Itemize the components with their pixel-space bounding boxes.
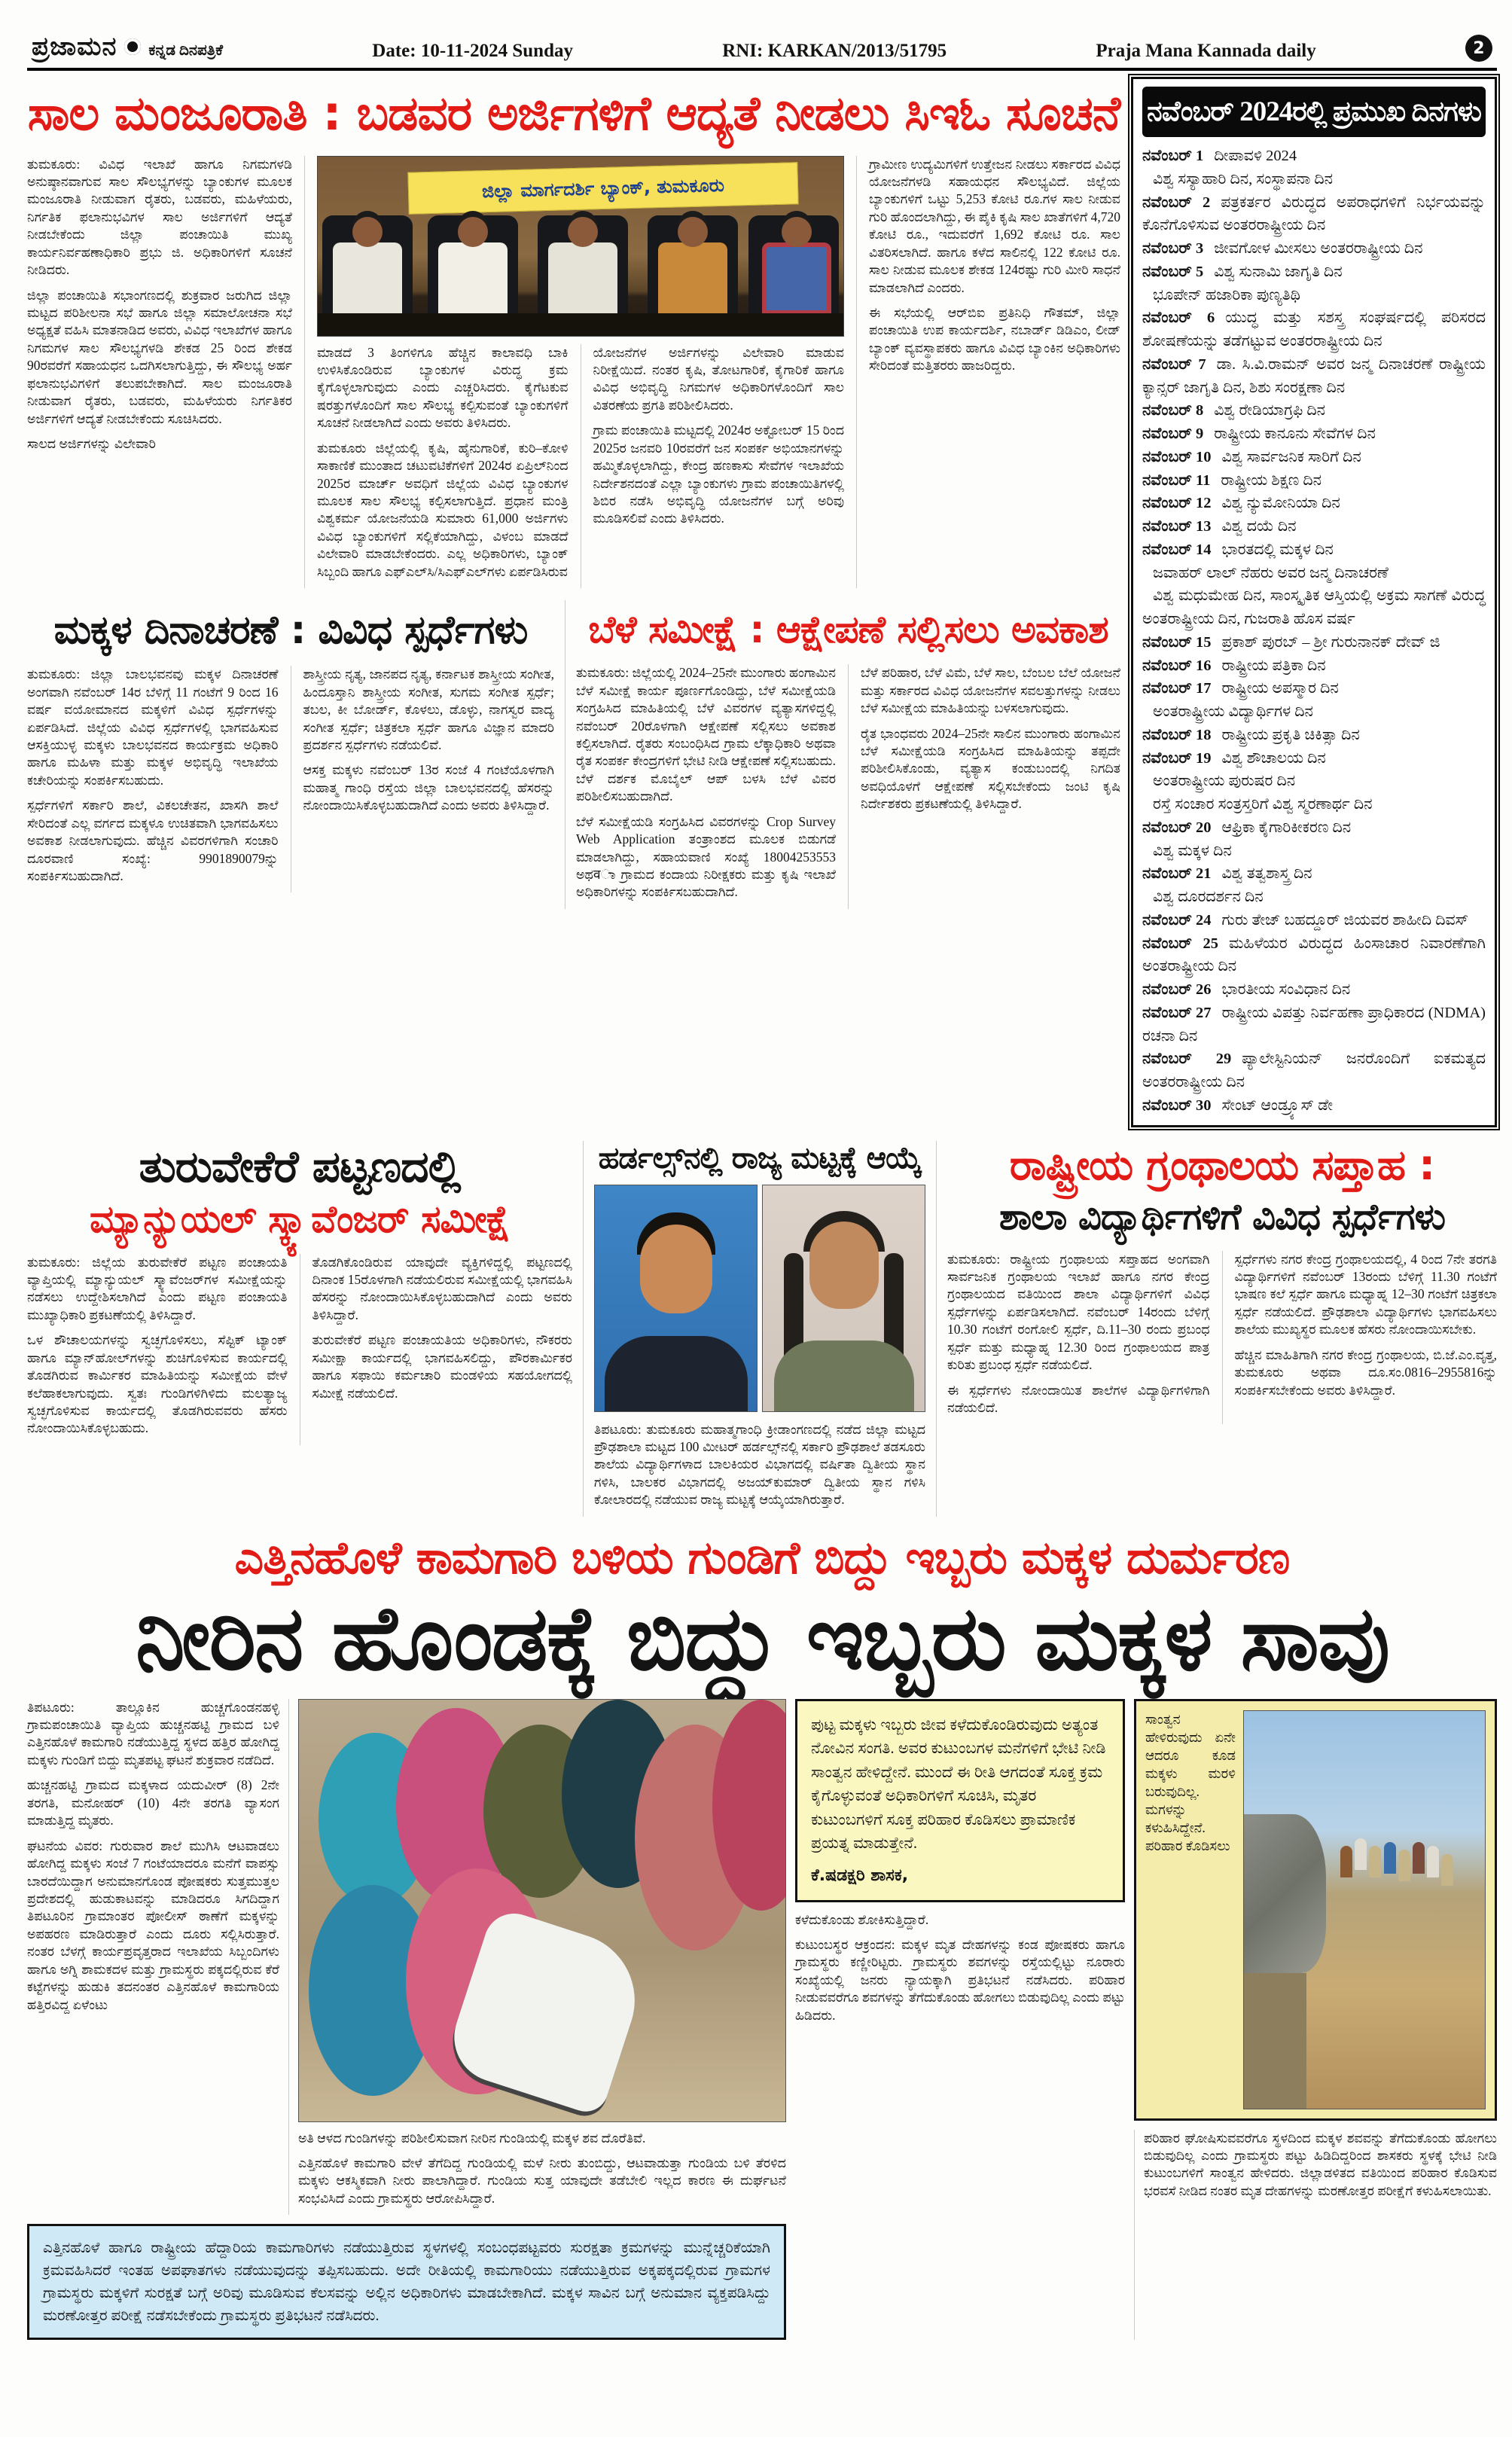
day-entry: [1142, 909, 1486, 932]
day-entry: [1142, 677, 1486, 700]
article-children-drowning: [27, 1532, 1497, 2341]
day-text: ವಿಶ್ವ ಸಸ್ಯಾಹಾರಿ ದಿನ, ಸಂಸ್ಥಾಪನಾ ದಿನ: [1153, 170, 1334, 188]
day-entry: [1142, 168, 1486, 191]
library-headline-black: ಶಾಲಾ ವಿದ್ಯಾರ್ಥಿಗಳಿಗೆ ವಿವಿಧ ಸ್ಪರ್ಧೆಗಳು: [998, 1195, 1446, 1238]
person-figure: [438, 242, 508, 315]
person-figure: [762, 242, 831, 315]
crowd-figure-shape: [1340, 1846, 1352, 1877]
day-text: ಗುರು ತೇಜ್ ಬಹದ್ದೂರ್ ಜಿಯವರ ಶಾಹೀದಿ ದಿವಸ್: [1221, 911, 1469, 929]
drowning-kicker: ಎತ್ತಿನಹೊಳೆ ಕಾಮಗಾರಿ ಬಳಿಯ ಗುಂಡಿಗೆ ಬಿದ್ದು ಇಬ್ಬರು ಮಕ್ಕಳ ದುರ್ಮರಣ: [234, 1531, 1290, 1585]
day-label: ನವೆಂಬರ್ 9: [1142, 425, 1204, 442]
day-entry: [1142, 1048, 1486, 1094]
lead-article-col3: [581, 344, 845, 589]
day-label: ನವೆಂಬರ್ 7: [1142, 355, 1206, 373]
person-figure: [548, 242, 617, 315]
day-label: ನವೆಂಬರ್ 29: [1142, 1051, 1232, 1068]
paragraph: ರೈತ ಭಾಂಧವರು 2024–25ನೇ ಸಾಲಿನ ಮುಂಗಾರು ಹಂಗಾಮಿನ ಬೆಳೆ ಸಮೀಕ್ಷೆಯಡಿ ಸಂಗ್ರಹಿಸಿದ ಮಾಹಿತಿಯನ್ನು ತಪ್ಪದೇ ಪರಿಶೀಲಿಸಿಕೊಂಡು, ವ್ಯತ್ಯಾಸ ಕಂಡುಬಂದಲ್ಲಿ ನಿಗದಿತ ಅವಧಿಯೊಳಗೆ ಆಕ್ಷೇಪಣೆ ಸಲ್ಲಿಸಬೇಕೆಂದು ಜಂಟಿ ಕೃಷಿ ನಿರ್ದೇಶಕರು ಪ್ರಕಟಣೆಯಲ್ಲಿ ತಿಳಿಸಿದ್ದಾರೆ.: [861, 725, 1120, 812]
day-text: ಭಾರತೀಯ ಸಂವಿಧಾನ ದಿನ: [1221, 981, 1351, 998]
paragraph: ಗ್ರಾಮೀಣ ಉದ್ಯಮಿಗಳಿಗೆ ಉತ್ತೇಜನ ನೀಡಲು ಸರ್ಕಾರದ ವಿವಿಧ ಯೋಜನೆಗಳಡಿ ಸಹಾಯಧನ ಸೌಲಭ್ಯವಿದೆ. ಜಿಲ್ಲೆಯ ಬ್ಯಾಂಕುಗಳಿಗೆ ಒಟ್ಟು 5,253 ಕೋಟಿ ರೂ.ಗಳ ಸಾಲ ನೀಡುವ ಗುರಿ ಹೊಂದಲಾಗಿದ್ದು, ಈ ಪೈಕಿ ಕೃಷಿ ಸಾಲ ಖಾತೆಗಳಿಗೆ 4,720 ಕೋಟಿ ರೂ., ಇದುವರೆಗೆ 1,692 ಕೋಟಿ ರೂ. ಸಾಲ ವಿತರಿಸಲಾಗಿದೆ. ಹಾಗೂ ಕಳೆದ ಸಾಲಿನಲ್ಲಿ 122 ಕೋಟಿ ರೂ. ಸಾಲ ನೀಡುವ ಮೂಲಕ ಶೇಕಡ 124ರಷ್ಟು ಗುರಿ ಮೀರಿ ಸಾಧನೆ ಮಾಡಲಾಗಿದೆ ಎಂದರು.: [869, 156, 1120, 295]
library-col2: [1222, 1251, 1498, 1425]
day-label: ನವೆಂಬರ್ 20: [1142, 819, 1212, 836]
day-text: ರಾಷ್ಟ್ರೀಯ ಕಾನೂನು ಸೇವೆಗಳ ದಿನ: [1214, 425, 1376, 442]
photo-boy-portrait: [594, 1185, 758, 1412]
masthead-rni: RNI: KARKAN/2013/51795: [722, 41, 947, 61]
paragraph: ಸ್ಪರ್ಧೆಗಳು ನಗರ ಕೇಂದ್ರ ಗ್ರಂಥಾಲಯದಲ್ಲಿ, 4 ರಿಂದ 7ನೇ ತರಗತಿ ವಿದ್ಯಾರ್ಥಿಗಳಿಗೆ ನವೆಂಬರ್ 13ರಂದು ಬೆಳಿಗ್ಗೆ 11.30 ಗಂಟೆಗೆ ಭಾಷಣ ಕಲೆ ಸ್ಪರ್ಧೆ ಹಾಗೂ ಮಧ್ಯಾಹ್ನ 12–30 ಗಂಟೆಗೆ ಚಿತ್ರಕಲಾ ಸ್ಪರ್ಧೆ ನಡೆಯಲಿದೆ. ಪ್ರೌಢಶಾಲಾ ವಿದ್ಯಾರ್ಥಿಗಳು ಭಾಗವಹಿಸಲು ಶಾಲೆಯ ಮುಖ್ಯಸ್ಥರ ಮೂಲಕ ಹೆಸರು ನೋಂದಾಯಿಸಬೇಕು.: [1234, 1251, 1497, 1337]
masthead-paper-name: Praja Mana Kannada daily: [1096, 41, 1316, 61]
paragraph: ಜಿಲ್ಲಾ ಪಂಚಾಯಿತಿ ಸಭಾಂಗಣದಲ್ಲಿ ಶುಕ್ರವಾರ ಜರುಗಿದ ಜಿಲ್ಲಾ ಮಟ್ಟದ ಪರಿಶೀಲನಾ ಸಭೆ ಹಾಗೂ ಜಿಲ್ಲಾ ಸಮಾಲೋಚನಾ ಸಭೆ ಅಧ್ಯಕ್ಷತೆ ವಹಿಸಿ ಮಾತನಾಡಿದ ಅವರು, ವಿವಿಧ ಇಲಾಖೆಗಳ ಹಾಗೂ ನಿಗಮಗಳ ಸಾಲ ಸೌಲಭ್ಯಗಳಡಿ ಶೇಕಡ 25 ರಿಂದ ಶೇಕಡ 90ರವರೆಗೆ ಸಹಾಯಧನ ಒದಗಿಸಲಾಗುತ್ತಿದ್ದು, ಈ ಸೌಲಭ್ಯ ಅರ್ಹ ಫಲಾನುಭವಿಗಳಿಗೆ ತಲುಪಬೇಕಾಗಿದೆ. ಸಾಲ ಮಂಜೂರಾತಿ ನೀಡುವಾಗ ರೈತರು, ಬಡವರು, ಮಹಿಳೆಯರು ನಿರ್ಗತಿಕರ ಅರ್ಜಿಗಳಿಗೆ ಆದ್ಯತೆ ನೀಡಬೇಕೆಂದು ಸೂಚಿಸಿದರು.: [27, 287, 292, 426]
desk-shape: [318, 313, 843, 336]
day-text: ವಿಶ್ವ ಮಧುಮೇಹ ದಿನ, ಸಾಂಸ್ಕೃತಿಕ ಆಸ್ತಿಯಲ್ಲಿ ಅಕ್ರಮ ಸಾಗಣೆ ವಿರುದ್ಧ ಅಂತರಾಷ್ಟ್ರೀಯ ದಿನ, ಗುಜರಾತಿ ಹೊಸ ವರ್ಷ: [1142, 587, 1486, 627]
day-entry: [1142, 724, 1486, 747]
day-text: ಅಂತರಾಷ್ಟ್ರೀಯ ಪುರುಷರ ದಿನ: [1153, 773, 1296, 790]
day-text: ಭಾರತದಲ್ಲಿ ಮಕ್ಕಳ ದಿನ: [1221, 541, 1334, 558]
day-text: ಜವಾಹರ್ ಲಾಲ್ ನೆಹರು ಅವರ ಜನ್ಮ ದಿನಾಚರಣೆ: [1153, 564, 1389, 581]
day-entry: [1142, 840, 1486, 863]
paragraph: ಶಾಸ್ತ್ರೀಯ ನೃತ್ಯ, ಜಾನಪದ ನೃತ್ಯ, ಕರ್ನಾಟಕ ಶಾಸ್ತ್ರೀಯ ಸಂಗೀತ, ಹಿಂದೂಸ್ತಾನಿ ಶಾಸ್ತ್ರೀಯ ಸಂಗೀತ, ಸುಗಮ ಸಂಗೀತ ಸ್ಪರ್ಧೆ; ತಬಲ, ಕೀ ಬೋರ್ಡ್, ಕೊಳಲು, ಡೊಳ್ಳು, ನಾಗಸ್ವರ ವಾದ್ಯ ಸಂಗೀತ ಸ್ಪರ್ಧೆ; ಚಿತ್ರಕಲಾ ಸ್ಪರ್ಧೆ ಹಾಗೂ ವಿಜ್ಞಾನ ಮಾದರಿ ಪ್ರದರ್ಶನ ಸ್ಪರ್ಧೆಗಳು ನಡೆಯಲಿವೆ.: [303, 666, 554, 752]
day-text: ವಿಶ್ವ ದೂರದರ್ಶನ ದಿನ: [1153, 889, 1264, 905]
logo-subtitle: ಕನ್ನಡ ದಿನಪತ್ರಿಕೆ: [148, 42, 224, 59]
police-figure-shape: [1369, 1846, 1381, 1877]
site-photo-side-text: [1145, 1710, 1236, 2109]
page-number-badge: 2: [1465, 35, 1492, 62]
day-entry: [1142, 307, 1486, 353]
day-text: ರಾಷ್ಟ್ರೀಯ ಅಪಸ್ಮಾರ ದಿನ: [1221, 680, 1339, 697]
paragraph: ಗ್ರಾಮ ಪಂಚಾಯಿತಿ ಮಟ್ಟದಲ್ಲಿ 2024ರ ಅಕ್ಟೋಬರ್ 15 ರಿಂದ 2025ರ ಜನವರಿ 10ರವರೆಗೆ ಜನ ಸಂಪರ್ಕ ಅಭಿಯಾನಗಳನ್ನು ಹಮ್ಮಿಕೊಳ್ಳಲಾಗಿದ್ದು, ಕೇಂದ್ರ ಹಣಕಾಸು ಸೇವೆಗಳ ಇಲಾಖೆಯ ನಿರ್ದೇಶನದಂತೆ ಎಲ್ಲಾ ಬ್ಯಾಂಕುಗಳು ಗ್ರಾಮ ಪಂಚಾಯಿತಿಗಳಲ್ಲಿ ಶಿಬಿರ ನಡೆಸಿ ಅಭಿವೃದ್ಧಿ ಯೋಜನೆಗಳ ಬಗ್ಗೆ ಅರಿವು ಮೂಡಿಸಲಿವೆ ಎಂದು ತಿಳಿಸಿದರು.: [593, 422, 844, 526]
day-text: ರಾಷ್ಟ್ರೀಯ ಪ್ರಕೃತಿ ಚಿಕಿತ್ಸಾ ದಿನ: [1221, 726, 1360, 743]
paragraph: ಬೆಳೆ ಪರಿಹಾರ, ಬೆಳೆ ವಿಮೆ, ಬೆಳೆ ಸಾಲ, ಬೆಂಬಲ ಬೆಲೆ ಯೋಜನೆ ಮತ್ತು ಸರ್ಕಾರದ ವಿವಿಧ ಯೋಜನೆಗಳ ಸವಲತ್ತುಗಳನ್ನು ನೀಡಲು ಬೆಳೆ ಸಮೀಕ್ಷೆಯ ಮಾಹಿತಿಯನ್ನು ಬಳಸಲಾಗುವುದು.: [861, 665, 1120, 716]
day-entry: [1142, 932, 1486, 979]
day-label: ನವೆಂಬರ್ 30: [1142, 1096, 1212, 1114]
paragraph: ಬೆಳೆ ಸಮೀಕ್ಷೆಯಡಿ ಸಂಗ್ರಹಿಸಿದ ವಿವರಗಳನ್ನು Crop Survey Web Application ತಂತ್ರಾಂಶದ ಮೂಲಕ ಬಿಡುಗಡೆ ಮಾಡಲಾಗಿದ್ದು, ಸಹಾಯವಾಣಿ ಸಂಖ್ಯೆ 18004253553 ಅಥवಾ ಗ್ರಾಮದ ಕಂದಾಯ ನಿರೀಕ್ಷಕರು ಮತ್ತು ಕೃಷಿ ಇಲಾಖೆ ಅಧಿಕಾರಿಗಳನ್ನು ಸಂಪರ್ಕಿಸಬಹುದಾಗಿದೆ.: [576, 813, 836, 900]
paragraph: ಒಳ ಶೌಚಾಲಯಗಳನ್ನು ಸ್ವಚ್ಛಗೊಳಿಸಲು, ಸೆಪ್ಟಿಕ್ ಟ್ಯಾಂಕ್ ಹಾಗೂ ಮ್ಯಾನ್‌ಹೋಲ್‌ಗಳನ್ನು ಶುಚಿಗೊಳಿಸುವ ಕಾರ್ಯದಲ್ಲಿ ತೊಡಗಿರುವ ಕಾರ್ಮಿಕರ ಮಾಹಿತಿಯನ್ನು ಸಮೀಕ್ಷೆಯ ವೇಳೆ ಕಲೆಹಾಕಲಾಗುವುದು. ಸ್ವತಃ ಗುಂಡಿಗಳಿಗಿಳಿದು ಮಲತ್ಯಾಜ್ಯ ಸ್ವಚ್ಛಗೊಳಿಸುವ ಕಾರ್ಯದಲ್ಲಿ ತೊಡಗಿರುವವರು ಹೆಸರು ನೋಂದಾಯಿಸಿಕೊಳ್ಳಬಹುದು.: [27, 1332, 288, 1436]
paragraph: ಎತ್ತಿನಹೊಳೆ ಕಾಮಗಾರಿ ವೇಳೆ ತೆಗೆದಿದ್ದ ಗುಂಡಿಯಲ್ಲಿ ಮಳೆ ನೀರು ತುಂಬಿದ್ದು, ಆಟವಾಡುತ್ತಾ ಗುಂಡಿಯ ಬಳಿ ತೆರಳಿದ ಮಕ್ಕಳು ಆಕಸ್ಮಿಕವಾಗಿ ನೀರು ಪಾಲಾಗಿದ್ದಾರೆ. ಗುಂಡಿಯ ಸುತ್ತ ಯಾವುದೇ ತಡೆಬೇಲಿ ಇಲ್ಲದ ಕಾರಣ ಈ ದುರ್ಘಟನೆ ಸಂಭವಿಸಿದೆ ಎಂದು ಗ್ರಾಮಸ್ಥರು ಆರೋಪಿಸಿದ್ದಾರೆ.: [298, 2155, 786, 2206]
day-label: ನವೆಂಬರ್ 10: [1142, 448, 1212, 465]
paragraph: ತುಮಕೂರು: ರಾಷ್ಟ್ರೀಯ ಗ್ರಂಥಾಲಯ ಸಪ್ತಾಹದ ಅಂಗವಾಗಿ ಸಾರ್ವಜನಿಕ ಗ್ರಂಥಾಲಯ ಇಲಾಖೆ ಹಾಗೂ ನಗರ ಕೇಂದ್ರ ಗ್ರಂಥಾಲಯದ ವತಿಯಿಂದ ಶಾಲಾ ವಿದ್ಯಾರ್ಥಿಗಳಿಗೆ ವಿವಿಧ ಸ್ಪರ್ಧೆಗಳನ್ನು ಏರ್ಪಡಿಸಲಾಗಿದೆ. ನವೆಂಬರ್ 14ರಂದು ಬೆಳಿಗ್ಗೆ 10.30 ಗಂಟೆಗೆ ರಂಗೋಲಿ ಸ್ಪರ್ಧೆ, ದಿ.11–30 ರಂದು ಪ್ರಬಂಧ ಸ್ಪರ್ಧೆ ಮತ್ತು ಮಧ್ಯಾಹ್ನ 12.30 ರಿಂದ ಗ್ರಂಥಾಲಯದ ಪಾತ್ರ ಕುರಿತು ಪ್ರಬಂಧ ಸ್ಪರ್ಧೆ ನಡೆಯಲಿದೆ.: [947, 1251, 1210, 1373]
paragraph: ಸಾಲದ ಅರ್ಜಿಗಳನ್ನು ವಿಲೇವಾರಿ: [27, 436, 156, 452]
day-entry: [1142, 700, 1486, 724]
day-entry: [1142, 515, 1486, 538]
day-entry: [1142, 261, 1486, 284]
day-text: ವಿಶ್ವ ರೇಡಿಯಾಗ್ರಫಿ ದಿನ: [1214, 402, 1325, 419]
paragraph: ಮಾಡದೆ 3 ತಿಂಗಳಿಗೂ ಹೆಚ್ಚಿನ ಕಾಲಾವಧಿ ಬಾಕಿ ಉಳಿಸಿಕೊಂಡಿರುವ ಬ್ಯಾಂಕುಗಳ ವಿರುದ್ಧ ಕ್ರಮ ಕೈಗೊಳ್ಳಲಾಗುವುದು ಎಂದು ಎಚ್ಚರಿಸಿದರು. ಕೈಗೆಟಕುವ ಷರತ್ತುಗಳೊಂದಿಗೆ ಸಾಲ ಸೌಲಭ್ಯ ಕಲ್ಪಿಸುವಂತೆ ಬ್ಯಾಂಕುಗಳಿಗೆ ಸೂಚನೆ ನೀಡಲಾಗಿದೆ ಎಂದು ಅವರು ತಿಳಿಸಿದರು.: [317, 344, 569, 431]
drowning-col4: [1134, 2130, 1497, 2341]
day-text: ಪ್ರಕಾಶ್ ಪುರಬ್ – ಶ್ರೀ ಗುರುನಾನಕ್ ದೇವ್ ಜಿ: [1221, 633, 1440, 651]
police-figure-shape: [1441, 1854, 1453, 1886]
newspaper-logo: [32, 32, 223, 62]
paragraph: ಈ ಸ್ಪರ್ಧೆಗಳು ನೋಂದಾಯಿತ ಶಾಲೆಗಳ ವಿದ್ಯಾರ್ಥಿಗಳಿಗಾಗಿ ನಡೆಯಲಿದೆ.: [947, 1382, 1210, 1415]
crowd-figure-shape: [1427, 1846, 1439, 1877]
portrait-head-shape: [809, 1222, 879, 1309]
childrens-day-headline: ಮಕ್ಕಳ ದಿನಾಚರಣೆ : ವಿವಿಧ ಸ್ಪರ್ಧೆಗಳು: [53, 608, 528, 654]
day-entry: [1142, 1094, 1486, 1118]
crowd-figure-shape: [1384, 1842, 1396, 1874]
day-label: ನವೆಂಬರ್ 3: [1142, 240, 1204, 257]
day-entry: [1142, 446, 1486, 469]
library-col1: [947, 1251, 1210, 1425]
day-entry: [1142, 562, 1486, 585]
day-entry: [1142, 978, 1486, 1002]
drowning-col1: [27, 1699, 289, 2216]
day-entry: [1142, 816, 1486, 840]
day-entry: [1142, 237, 1486, 261]
day-entry: [1142, 886, 1486, 909]
day-label: ನವೆಂಬರ್ 24: [1142, 911, 1212, 929]
photo-girl-portrait: [762, 1185, 925, 1412]
day-text: ರಾಷ್ಟ್ರೀಯ ಶಿಕ್ಷಣ ದಿನ: [1221, 471, 1322, 489]
day-entry: [1142, 469, 1486, 493]
crowd-figure-shape: [1413, 1842, 1425, 1874]
photo-pond-site: [1243, 1710, 1486, 2109]
portrait-head-shape: [640, 1225, 712, 1313]
day-entry: [1142, 747, 1486, 770]
lead-article-col4: [856, 156, 1120, 589]
day-entry: [1142, 584, 1486, 631]
day-entry: [1142, 538, 1486, 562]
paragraph: ತುರುವೇಕೆರೆ ಪಟ್ಟಣ ಪಂಚಾಯತಿಯ ಅಧಿಕಾರಿಗಳು, ನೌಕರರು ಸಮೀಕ್ಷಾ ಕಾರ್ಯದಲ್ಲಿ ಭಾಗವಹಿಸಲಿದ್ದು, ಪೌರಕಾರ್ಮಿಕರ ಹಾಗೂ ಸಫಾಯಿ ಕರ್ಮಚಾರಿ ಮಂಡಳಿಯ ಸಹಯೋಗದಲ್ಲಿ ಸಮೀಕ್ಷೆ ನಡೆಯಲಿದೆ.: [312, 1332, 572, 1401]
lead-article-col2: [317, 344, 569, 589]
day-text: ದೀಪಾವಳಿ 2024: [1214, 148, 1297, 164]
article-crop-survey: [576, 600, 1120, 909]
day-text: ವಿಶ್ವ ಸಾರ್ವಜನಿಕ ಸಾರಿಗೆ ದಿನ: [1221, 448, 1361, 465]
day-entry: [1142, 145, 1486, 168]
police-figure-shape: [1398, 1850, 1410, 1881]
day-entry: [1142, 353, 1486, 400]
day-entry: [1142, 191, 1486, 238]
day-text: ವಿಶ್ವ ಶೌಚಾಲಯ ದಿನ: [1221, 749, 1326, 767]
safety-note-box: ಎತ್ತಿನಹೊಳೆ ಹಾಗೂ ರಾಷ್ಟ್ರೀಯ ಹೆದ್ದಾರಿಯ ಕಾಮಗಾರಿಗಳು ನಡೆಯುತ್ತಿರುವ ಸ್ಥಳಗಳಲ್ಲಿ ಸಂಬಂ‍ಧಪಟ್ಟವರು ಸುರಕ್ಷತಾ ಕ್ರಮಗಳನ್ನು ಮುನ್ನೆಚ್ಚರಿಕೆಯಾಗಿ ಕ್ರಮವಹಿಸಿದರೆ ಇಂತಹ ಅಪಘಾತಗಳು ನಡೆಯುವುದನ್ನು ತಪ್ಪಿಸಬಹುದು. ಅದೇ ರೀತಿಯಲ್ಲಿ ಕಾಮಗಾರಿಯು ನಡೆಯುತ್ತಿರುವ ಅಕ್ಕಪಕ್ಕದಲ್ಲಿರುವ ಗ್ರಾಮಗಳ ಗ್ರಾಮಸ್ಥರು ಮಕ್ಕಳಿಗೆ ಸುರಕ್ಷತೆ ಬಗ್ಗೆ ಅರಿವು ಮೂಡಿಸುವ ಕೆಲಸವನ್ನು ಅಲ್ಲಿನ ಅಧಿಕಾರಿಗಳು ಮಾಡಬೇಕಾಗಿದೆ. ಮಕ್ಕಳ ಸಾವಿನ ಬಗ್ಗೆ ಅನುಮಾನ ವ್ಯಕ್ತಪಡಿಸಿದ್ದು ಮರಣೋತ್ತರ ಪರೀಕ್ಷೆ ನಡೆಸಬೇಕೆಂದು ಗ್ರಾಮಸ್ಥರು ಪ್ರತಿಭಟನೆ ನಡೆಸಿದರು.: [27, 2224, 786, 2340]
person-figure: [333, 242, 402, 315]
paragraph: ಆಸಕ್ತ ಮಕ್ಕಳು ನವೆಂಬರ್ 13ರ ಸಂಜೆ 4 ಗಂಟೆಯೊಳಗಾಗಿ ಮಹಾತ್ಮ ಗಾಂಧಿ ರಸ್ತೆಯ ಜಿಲ್ಲಾ ಬಾಲಭವನದಲ್ಲಿ ಹೆಸರನ್ನು ನೋಂದಾಯಿಸಿಕೊಳ್ಳಬಹುದಾಗಿದೆ ಎಂದು ಅವರು ತಿಳಿಸಿದ್ದಾರೆ.: [303, 762, 554, 813]
day-entry: [1142, 770, 1486, 793]
day-label: ನವೆಂಬರ್ 17: [1142, 680, 1212, 697]
day-label: ನವೆಂಬರ್ 19: [1142, 749, 1212, 767]
day-label: ನವೆಂಬರ್ 27: [1142, 1004, 1212, 1021]
day-text: ರಾಷ್ಟ್ರೀಯ ವಿಪತ್ತು ನಿರ್ವಹಣಾ ಪ್ರಾಧಿಕಾರದ (NDMA) ರಚನಾ ದಿನ: [1142, 1004, 1486, 1045]
day-text: ವಿಶ್ವ ತತ್ವಶಾಸ್ತ್ರ ದಿನ: [1221, 865, 1312, 883]
day-label: ನವೆಂಬರ್ 15: [1142, 633, 1212, 651]
day-label: ನವೆಂಬರ್ 18: [1142, 726, 1212, 743]
site-photo-box: [1134, 1699, 1497, 2121]
portrait-body-shape: [605, 1336, 748, 1412]
day-entry: [1142, 1002, 1486, 1048]
day-label: ನವೆಂಬರ್ 6: [1142, 310, 1215, 327]
day-label: ನವೆಂಬರ್ 2: [1142, 194, 1211, 211]
day-label: ನವೆಂಬರ್ 25: [1142, 935, 1219, 952]
paragraph: ಸ್ಪರ್ಧೆಗಳಿಗೆ ಸರ್ಕಾರಿ ಶಾಲೆ, ವಿಕಲಚೇತನ, ಖಾಸಗಿ ಶಾಲೆ ಸೇರಿದಂತೆ ಎಲ್ಲ ವರ್ಗದ ಮಕ್ಕಳೂ ಉಚಿತವಾಗಿ ಭಾಗವಹಿಸಲು ಅವಕಾಶ ನೀಡಲಾಗುವುದು. ಹೆಚ್ಚಿನ ವಿವರಗಳಿಗಾಗಿ ಸಂಚಾರಿ ದೂರವಾಣಿ ಸಂಖ್ಯೆ: 9901890079ನ್ನು ಸಂಪರ್ಕಿಸಬಹುದಾಗಿದೆ.: [27, 798, 279, 884]
day-text: ಡಾ. ಸಿ.ವಿ.ರಾಮನ್ ಅವರ ಜನ್ಮ ದಿನಾಚರಣೆ ರಾಷ್ಟ್ರೀಯ ಕ್ಯಾನ್ಸರ್ ಜಾಗೃತಿ ದಿನ, ಶಿಶು ಸಂರಕ್ಷಣಾ ದಿನ: [1142, 355, 1486, 396]
paragraph: ಸಾಂತ್ವನ ಹೇಳಿರುವುದು ಏನೇ ಆದರೂ ಕೂಡ ಮಕ್ಕಳು ಮರಳಿ ಬರುವುದಿಲ್ಲ. ಮಗಳನ್ನು ಕಳುಹಿಸಿದ್ದೇನೆ. ಪರಿಹಾರ ಕೊಡಿಸಲು: [1145, 1711, 1236, 1854]
lead-article-col1: [27, 156, 305, 589]
library-headline-red: ರಾಷ್ಟ್ರೀಯ ಗ್ರಂಥಾಲಯ ಸಪ್ತಾಹ :: [1009, 1140, 1435, 1189]
paragraph: ಕಳೆದುಕೊಂಡು ಶೋಕಿಸುತ್ತಿದ್ದಾರೆ.: [795, 1911, 929, 1927]
paragraph: ಈ ಸಭೆಯಲ್ಲಿ ಆರ್‌ಬಿಐ ಪ್ರತಿನಿಧಿ ಗೌತಮ್, ಜಿಲ್ಲಾ ಪಂಚಾಯಿತಿ ಉಪ ಕಾರ್ಯದರ್ಶಿ, ನಬಾರ್ಡ್ ಡಿಡಿಎಂ, ಲೀಡ್ ಬ್ಯಾಂಕ್ ವ್ಯವಸ್ಥಾಪಕರು ಹಾಗೂ ವಿವಿಧ ಬ್ಯಾಂಕಿನ ಅಧಿಕಾರಿಗಳು ಸೇರಿದಂತೆ ಮತ್ತಿತರರು ಹಾಜರಿದ್ದರು.: [869, 305, 1120, 374]
day-entry: [1142, 399, 1486, 422]
person-figure: [658, 242, 727, 315]
paragraph: ಅತಿ ಆಳದ ಗುಂಡಿಗಳನ್ನು ಪರಿಶೀಲಿಸುವಾಗ ನೀರಿನ ಗುಂಡಿಯಲ್ಲಿ ಮಕ್ಕಳ ಶವ ದೊರೆತಿವೆ.: [298, 2130, 646, 2146]
day-text: ವಿಶ್ವ ದಯೆ ದಿನ: [1221, 518, 1297, 535]
day-label: ನವೆಂಬರ್ 26: [1142, 981, 1212, 998]
article-library-week: [936, 1141, 1497, 1517]
scavenger-headline-black: ತುರುವೇಕೆರೆ ಪಟ್ಟಣದಲ್ಲಿ: [139, 1140, 461, 1192]
crowd-figure-shape: [1355, 1838, 1367, 1870]
day-text: ಯುದ್ಧ ಮತ್ತು ಸಶಸ್ತ್ರ ಸಂಘರ್ಷದಲ್ಲಿ ಪರಿಸರದ ಶೋಷಣೆಯನ್ನು ತಡೆಗಟ್ಟುವ ಅಂತರರಾಷ್ಟ್ರೀಯ ದಿನ: [1142, 310, 1486, 349]
paragraph: ಹುಚ್ಚನಹಟ್ಟಿ ಗ್ರಾಮದ ಮಕ್ಕಳಾದ ಯದುವೀರ್ (8) 2ನೇ ತರಗತಿ, ಮನೋಹರ್ (10) 4ನೇ ತರಗತಿ ವ್ಯಾಸಂಗ ಮಾಡುತ್ತಿದ್ದ ಮೃತರು.: [27, 1777, 279, 1829]
scavenger-col2: [300, 1254, 573, 1445]
day-text: ವಿಶ್ವ ನ್ಯುಮೋನಿಯಾ ದಿನ: [1221, 495, 1340, 512]
day-text: ರಾಷ್ಟ್ರೀಯ ಪತ್ರಿಕಾ ದಿನ: [1221, 657, 1326, 674]
day-entry: [1142, 793, 1486, 816]
lead-photo-bank-meeting: [317, 156, 844, 337]
day-text: ಮಹಿಳೆಯರ ವಿರುದ್ಧದ ಹಿಂಸಾಚಾರ ನಿವಾರಣೆಗಾಗಿ ಅಂತರಾಷ್ಟ್ರೀಯ ದಿನ: [1142, 935, 1486, 975]
paragraph: ತಿಪಟೂರು: ತುಮಕೂರು ಮಹಾತ್ಮಗಾಂಧಿ ಕ್ರೀಡಾಂಗಣದಲ್ಲಿ ನಡೆದ ಜಿಲ್ಲಾ ಮಟ್ಟದ ಪ್ರೌಢಶಾಲಾ ಮಟ್ಟದ 100 ಮೀಟರ್ ಹರ್ಡಲ್ಸ್‌ನಲ್ಲಿ ಸರ್ಕಾರಿ ಪ್ರೌಢಶಾಲೆ ತಡಸೂರು ಶಾಲೆಯ ವಿದ್ಯಾರ್ಥಿಗಳಾದ ಬಾಲಕಿಯರ ವಿಭಾಗದಲ್ಲಿ ವರ್ಷಿತಾ ದ್ವಿತೀಯ ಸ್ಥಾನ ಗಳಿಸಿ, ಬಾಲಕರ ವಿಭಾಗದಲ್ಲಿ ಅಜಯ್‌ಕುಮಾರ್ ದ್ವಿತೀಯ ಸ್ಥಾನ ಗಳಿಸಿ ಕೋಲಾರದಲ್ಲಿ ನಡೆಯುವ ರಾಜ್ಯ ಮಟ್ಟಕ್ಕೆ ಆಯ್ಕೆಯಾಗಿರುತ್ತಾರೆ.: [594, 1421, 925, 1508]
day-label: ನವೆಂಬರ್ 16: [1142, 657, 1212, 674]
photo-mourning-scene: [298, 1699, 786, 2122]
paragraph: ತೊಡಗಿಕೊಂಡಿರುವ ಯಾವುದೇ ವ್ಯಕ್ತಿಗಳಿದ್ದಲ್ಲಿ ಪಟ್ಟಣದಲ್ಲಿ ದಿನಾಂಕ 15ರೊಳಗಾಗಿ ನಡೆಯಲಿರುವ ಸಮೀಕ್ಷೆಯಲ್ಲಿ ಭಾಗವಹಿಸಿ ಹೆಸರನ್ನು ನೋಂದಾಯಿಸಿಕೊಳ್ಳಬಹುದಾಗಿದೆ ಎಂದು ಅವರು ತಿಳಿಸಿದ್ದಾರೆ.: [312, 1254, 572, 1322]
day-entry: [1142, 422, 1486, 446]
drowning-col3: [795, 1911, 1125, 2033]
lead-headline: ಸಾಲ ಮಂಜೂರಾತಿ : ಬಡವರ ಅರ್ಜಿಗಳಿಗೆ ಆದ್ಯತೆ ನೀಡಲು ಸಿಇಓ ಸೂಚನೆ: [27, 86, 1120, 141]
paragraph: ತುಮಕೂರು: ಜಿಲ್ಲೆಯಲ್ಲಿ 2024–25ನೇ ಮುಂಗಾರು ಹಂಗಾಮಿನ ಬೆಳೆ ಸಮೀಕ್ಷೆ ಕಾರ್ಯ ಪೂರ್ಣಗೊಂಡಿದ್ದು, ಬೆಳೆ ಸಮೀಕ್ಷೆಯಡಿ ಸಂಗ್ರಹಿಸಿದ ಮಾಹಿತಿಯಲ್ಲಿ ಬೆಳೆ ವಿವರಗಳ ವ್ಯತ್ಯಾಸಗಳಿದ್ದಲ್ಲಿ ನವೆಂಬರ್ 20ರೊಳಗಾಗಿ ಆಕ್ಷೇಪಣೆ ಸಲ್ಲಿಸಲು ಅವಕಾಶ ಕಲ್ಪಿಸಲಾಗಿದೆ. ರೈತರು ಸಂಬಂಧಿಸಿದ ಗ್ರಾಮ ಲೆಕ್ಕಾಧಿಕಾರಿ ಅಥವಾ ರೈತ ಸಂಪರ್ಕ ಕೇಂದ್ರಗಳಿಗೆ ಭೇಟಿ ನೀಡಿ ಆಕ್ಷೇಪಣೆ ಸಲ್ಲಿಸಬಹುದು. ಬೆಳೆ ದರ್ಶಕ ಮೊಬೈಲ್ ಆಪ್ ಬಳಸಿ ಬೆಳೆ ವಿವರ ಪರಿಶೀಲಿಸಬಹುದಾಗಿದೆ.: [576, 665, 836, 804]
paragraph: ತುಮಕೂರು: ಜಿಲ್ಲಾ ಬಾಲಭವನವು ಮಕ್ಕಳ ದಿನಾಚರಣೆ ಅಂಗವಾಗಿ ನವೆಂಬರ್ 14ರ ಬೆಳಿಗ್ಗೆ 11 ಗಂಟೆಗೆ 9 ರಿಂದ 16 ವರ್ಷ ವಯೋಮಾನದ ಮಕ್ಕಳಿಗೆ ವಿವಿಧ ಸ್ಪರ್ಧೆಗಳನ್ನು ಏರ್ಪಡಿಸಿದೆ. ಜಿಲ್ಲೆಯ ವಿವಿಧ ಸ್ಪರ್ಧೆಗಳಲ್ಲಿ ಭಾಗವಹಿಸುವ ಆಸಕ್ತಿಯುಳ್ಳ ಮಕ್ಕಳು ಬಾಲಭವನದ ಕಾರ್ಯಕ್ರಮ ಅಧಿಕಾರಿ ಹಾಗೂ ಮಹಿಳಾ ಮತ್ತು ಮಕ್ಕಳ ಅಭಿವೃದ್ಧಿ ಇಲಾಖೆಯ ಕಚೇರಿಯನ್ನು ಸಂಪರ್ಕಿಸಬಹುದು.: [27, 666, 279, 788]
mla-quote-text: ಪುಟ್ಟ ಮಕ್ಕಳು ಇಬ್ಬರು ಜೀವ ಕಳೆದುಕೊಂಡಿರುವುದು ಅತ್ಯಂತ ನೋವಿನ ಸಂಗತಿ. ಅವರ ಕುಟುಂಬಗಳ ಮನೆಗಳಿಗೆ ಭೇಟಿ ನೀಡಿ ಸಾಂತ್ವನ ಹೇಳಿದ್ದೇನೆ. ಮುಂದೆ ಈ ರೀತಿ ಆಗದಂತೆ ಸೂಕ್ತ ಕ್ರಮ ಕೈಗೊಳ್ಳುವಂತೆ ಅಧಿಕಾರಿಗಳಿಗೆ ಸೂಚಿಸಿ, ಮೃತರ ಕುಟುಂಬಗಳಿಗೆ ಸೂಕ್ತ ಪರಿಹಾರ ಕೊಡಿಸಲು ಪ್ರಾಮಾಣಿಕ ಪ್ರಯತ್ನ ಮಾಡುತ್ತೇನೆ.: [811, 1715, 1106, 1853]
day-label: ನವೆಂಬರ್ 1: [1142, 148, 1204, 164]
rocks-shape: [1244, 1814, 1326, 1973]
day-entry: [1142, 654, 1486, 678]
masthead: [27, 27, 1497, 71]
day-text: ವಿಶ್ವ ಮಕ್ಕಳ ದಿನ: [1153, 842, 1232, 859]
hurdles-headline: ಹರ್ಡಲ್ಸ್‌ನಲ್ಲಿ ರಾಜ್ಯ ಮಟ್ಟಕ್ಕೆ ಆಯ್ಕೆ: [598, 1140, 922, 1176]
photo-banner-text: ಜಿಲ್ಲಾ ಮಾರ್ಗದರ್ಶಿ ಬ್ಯಾಂಕ್, ತುಮಕೂರು: [407, 162, 798, 215]
drowning-main-headline: ನೀರಿನ ಹೊಂಡಕ್ಕೆ ಬಿದ್ದು ಇಬ್ಬರು ಮಕ್ಕಳ ಸಾವು: [135, 1585, 1389, 1690]
day-text: ಸೇಂಟ್ ಆಂಡ್ರ್ಯೂಸ್ ಡೇ: [1221, 1096, 1334, 1114]
drowning-col2: [298, 2130, 786, 2216]
paragraph: ತಿಪಟೂರು: ತಾಲ್ಲೂಕಿನ ಹುಚ್ಚಗೊಂಡನಹಳ್ಳಿ ಗ್ರಾಮಪಂಚಾಯಿತಿ ವ್ಯಾಪ್ತಿಯ ಹುಚ್ಚನಹಟ್ಟಿ ಗ್ರಾಮದ ಬಳಿ ಎತ್ತಿನಹೊಳೆ ಕಾಮಗಾರಿ ನಡೆಯುತ್ತಿದ್ದ ಸ್ಥಳದ ಹತ್ತಿರ ಹೋಗಿದ್ದ ಮಕ್ಕಳು ಗುಂಡಿಗೆ ಬಿದ್ದು ಮೃತಪಟ್ಟ ಘಟನೆ ಶುಕ್ರವಾರ ನಡೆದಿದೆ.: [27, 1699, 279, 1768]
day-text: ವಿಶ್ವ ಸುನಾಮಿ ಜಾಗೃತಿ ದಿನ: [1214, 263, 1343, 280]
paragraph: ಪರಿಹಾರ ಘೋಷಿಸುವವರೆಗೂ ಸ್ಥಳದಿಂದ ಮಕ್ಕಳ ಶವವನ್ನು ತೆಗೆದುಕೊಂಡು ಹೋಗಲು ಬಿಡುವುದಿಲ್ಲ ಎಂದು ಗ್ರಾಮಸ್ಥರು ಪಟ್ಟು ಹಿಡಿದಿದ್ದರಿಂದ ಶಾಸಕರು ಸ್ಥಳಕ್ಕೆ ಭೇಟಿ ನೀಡಿ ಕುಟುಂಬಗಳಿಗೆ ಸಾಂತ್ವನ ಹೇಳಿದರು. ಜಿಲ್ಲಾಡಳಿತದ ವತಿಯಿಂದ ಪರಿಹಾರ ಕೊಡಿಸುವ ಭರವಸೆ ನೀಡಿದ ನಂತರ ಮೃತ ದೇಹಗಳನ್ನು ಮರಣೋತ್ತರ ಪರೀಕ್ಷೆಗೆ ಕಳುಹಿಸಲಾಯಿತು.: [1144, 2130, 1497, 2198]
portrait-body-shape: [774, 1341, 914, 1412]
paragraph: ಯೋಜನೆಗಳ ಅರ್ಜಿಗಳನ್ನು ವಿಲೇವಾರಿ ಮಾಡುವ ನಿರೀಕ್ಷೆಯಿದೆ. ನಂತರ ಕೃಷಿ, ತೋಟಗಾರಿಕೆ, ಕೈಗಾರಿಕೆ ಹಾಗೂ ವಿವಿಧ ಅಭಿವೃದ್ಧಿ ನಿಗಮಗಳ ಅಧಿಕಾರಿಗಳೊಂದಿಗೆ ಸಾಲ ವಿತರಣೆಯ ಪ್ರಗತಿ ಪರಿಶೀಲಿಸಿದರು.: [593, 344, 844, 413]
mla-quote-author: ಕೆ.ಷಡಕ್ಷರಿ ಶಾಸಕ,: [811, 1865, 909, 1885]
day-text: ಜೀವಗೋಳ ಮೀಸಲು ಅಂತರರಾಷ್ಟ್ರೀಯ ದಿನ: [1214, 240, 1423, 257]
day-label: ನವೆಂಬರ್ 8: [1142, 402, 1204, 419]
day-label: ನವೆಂಬರ್ 12: [1142, 495, 1212, 512]
important-days-title: ನವೆಂಬರ್ 2024ರಲ್ಲಿ ಪ್ರಮುಖ ದಿನಗಳು: [1142, 87, 1486, 137]
water-shape: [1244, 1973, 1306, 2109]
paragraph: ಹೆಚ್ಚಿನ ಮಾಹಿತಿಗಾಗಿ ನಗರ ಕೇಂದ್ರ ಗ್ರಂಥಾಲಯ, ಬಿ.ಜೆ.ಎಂ.ವೃತ್ತ, ತುಮಕೂರು ಅಥವಾ ದೂ.ಸಂ.0816–2955816ನ್ನು ಸಂಪರ್ಕಿಸಬೇಕೆಂದು ಅವರು ತಿಳಿಸಿದ್ದಾರೆ.: [1234, 1347, 1497, 1398]
hurdles-body: [594, 1421, 925, 1509]
lead-article: [27, 156, 1120, 589]
article-childrens-day: [27, 600, 565, 909]
day-label: ನವೆಂಬರ್ 5: [1142, 263, 1204, 280]
crop-survey-col1: [576, 664, 836, 909]
scavenger-headline-red: ಮ್ಯಾನ್ಯುಯಲ್ ಸ್ಕ್ಯಾವೆಂಜರ್ ಸಮೀಕ್ಷೆ: [90, 1197, 510, 1241]
logo-emblem-icon: [124, 38, 141, 55]
paragraph: ಘಟನೆಯ ವಿವರ: ಗುರುವಾರ ಶಾಲೆ ಮುಗಿಸಿ ಆಟವಾಡಲು ಹೋಗಿದ್ದ ಮಕ್ಕಳು ಸಂಜೆ 7 ಗಂಟೆಯಾದರೂ ಮನೆಗೆ ವಾಪಸ್ಸು ಬಾರದೆಯಿದ್ದಾಗ ಅನುಮಾನಗೊಂಡ ಪೋಷಕರು ಸುತ್ತಮುತ್ತಲ ಪ್ರದೇಶದಲ್ಲಿ ಹುಡುಕಾಟವನ್ನು ಮಾಡಿದರೂ ಸಿಗದಿದ್ದಾಗ ತಿಪಟೂರಿನ ಗ್ರಾಮಾಂತರ ಪೋಲೀಸ್ ಠಾಣೆಗೆ ಮಕ್ಕಳನ್ನು ಅಪಹರಣ ಮಾಡಿರುತ್ತಾರೆ ಎಂದು ದೂರು ಸಲ್ಲಿಸಿರುತ್ತಾರೆ. ನಂತರ ಬೆಳಗ್ಗೆ ಕಾರ್ಯಪ್ರವೃತ್ತರಾದ ಇಲಾಖೆಯ ಸಿಬ್ಬಂದಿಗಳು ಹಾಗೂ ಅಗ್ನಿ ಶಾಮಕದಳ ಮತ್ತು ಗ್ರಾಮಸ್ಥರು ಪಕ್ಕದಲ್ಲಿರುವ ಕೆರೆ ಕಟ್ಟೆಗಳನ್ನು ಹುಡುಕಿ ತದನಂತರ ಎತ್ತಿನಹೊಳೆ ಕಾಮಗಾರಿಯ ಹತ್ತಿರವಿದ್ದ ಏಳೆಂಟು: [27, 1838, 279, 2012]
paragraph: ತುಮಕೂರು: ವಿವಿಧ ಇಲಾಖೆ ಹಾಗೂ ನಿಗಮಗಳಡಿ ಅನುಷ್ಠಾನವಾಗುವ ಸಾಲ ಸೌಲಭ್ಯಗಳನ್ನು ಬ್ಯಾಂಕುಗಳ ಮೂಲಕ ಮಂಜೂರಾತಿ ನೀಡುವಾಗ ರೈತರು, ಬಡವರು, ಮಹಿಳೆಯರು, ನಿರ್ಗತಿಕ ಫಲಾನುಭವಿಗಳ ಸಾಲ ಅರ್ಜಿಗಳಿಗೆ ಆದ್ಯತೆ ನೀಡಬೇಕೆಂದು ಜಿಲ್ಲಾ ಪಂಚಾಯಿತಿ ಮುಖ್ಯ ಕಾರ್ಯನಿರ್ವಹಣಾಧಿಕಾರಿ ಪ್ರಭು ಜಿ. ಅಧಿಕಾರಿಗಳಿಗೆ ಸೂಚನೆ ನೀಡಿದರು.: [27, 156, 292, 278]
day-entry: [1142, 284, 1486, 307]
day-entry: [1142, 631, 1486, 654]
paragraph: ತುಮಕೂರು ಜಿಲ್ಲೆಯಲ್ಲಿ ಕೃಷಿ, ಹೈನುಗಾರಿಕೆ, ಕುರಿ–ಕೋಳಿ ಸಾಕಾಣಿಕೆ ಮುಂತಾದ ಚಟುವಟಿಕೆಗಳಿಗೆ 2024ರ ಏಪ್ರಿಲ್‌ನಿಂದ 2025ರ ಮಾರ್ಚ್ ಅವಧಿಗೆ ಜಿಲ್ಲೆಯ ವಿವಿಧ ಬ್ಯಾಂಕುಗಳ ಮೂಲಕ ಸಾಲ ಸೌಲಭ್ಯ ಕಲ್ಪಿಸಲಾಗುತ್ತಿದೆ. ಪ್ರಧಾನ ಮಂತ್ರಿ ವಿಶ್ವಕರ್ಮ ಯೋಜನೆಯಡಿ ಸುಮಾರು 61,000 ಅರ್ಜಿಗಳು ವಿವಿಧ ಬ್ಯಾಂಕುಗಳಿಗೆ ಸಲ್ಲಿಕೆಯಾಗಿದ್ದು, ವಿಳಂಬ ಮಾಡದೆ ವಿಲೇವಾರಿ ಮಾಡಬೇಕೆಂದರು. ಎಲ್ಲ ಅಧಿಕಾರಿಗಳು, ಬ್ಯಾಂಕ್ ಸಿಬ್ಬಂದಿ ಹಾಗೂ ಎಫ್‌ಎಲ್‌ಸಿ/ಸಿಎಫ್‌ಎಲ್‌ಗಳು ಏರ್ಪಡಿಸಿರುವ: [317, 440, 569, 579]
day-text: ರಸ್ತೆ ಸಂಚಾರ ಸಂತ್ರಸ್ತರಿಗೆ ವಿಶ್ವ ಸ್ಮರಣಾರ್ಥ ದಿನ: [1153, 796, 1373, 813]
day-label: ನವೆಂಬರ್ 11: [1142, 471, 1211, 489]
paragraph: ತುಮಕೂರು: ಜಿಲ್ಲೆಯ ತುರುವೇಕೆರೆ ಪಟ್ಟಣ ಪಂಚಾಯತಿ ವ್ಯಾಪ್ತಿಯಲ್ಲಿ ಮ್ಯಾನ್ಯುಯಲ್ ಸ್ಕ್ಯಾವೆಂಜರ್‌ಗಳ ಸಮೀಕ್ಷೆಯನ್ನು ನಡೆಸಲು ಉದ್ದೇಶಿಸಲಾಗಿದೆ ಎಂದು ಪಟ್ಟಣ ಪಂಚಾಯತಿ ಮುಖ್ಯಾಧಿಕಾರಿ ಪ್ರಕಟಣೆಯಲ್ಲಿ ತಿಳಿಸಿದ್ದಾರೆ.: [27, 1254, 288, 1322]
day-entry: [1142, 862, 1486, 886]
day-text: ಪ್ಯಾಲೇಸ್ಟಿನಿಯನ್ ಜನರೊಂದಿಗೆ ಐಕಮತ್ಯದ ಅಂತರರಾಷ್ಟ್ರೀಯ ದಿನ: [1142, 1051, 1486, 1090]
childrens-day-col2: [291, 666, 555, 892]
scavenger-col1: [27, 1254, 288, 1445]
paragraph: ಕುಟುಂಬಸ್ಥರ ಆಕ್ರಂದನ: ಮಕ್ಕಳ ಮೃತ ದೇಹಗಳನ್ನು ಕಂಡ ಪೋಷಕರು ಹಾಗೂ ಗ್ರಾಮಸ್ಥರು ಕಣ್ಣೀರಿಟ್ಟರು. ಗ್ರಾಮಸ್ಥರು ಶವಗಳನ್ನು ರಸ್ತೆಯಲ್ಲಿಟ್ಟು ನೂರಾರು ಸಂಖ್ಯೆಯಲ್ಲಿ ಜನರು ನ್ಯಾಯಕ್ಕಾಗಿ ಪ್ರತಿಭಟನೆ ನಡೆಸಿದರು. ಪರಿಹಾರ ನೀಡುವವರೆಗೂ ಶವಗಳನ್ನು ತೆಗೆದುಕೊಂಡು ಹೋಗಲು ಬಿಡುವುದಿಲ್ಲ ಎಂದು ಪಟ್ಟು ಹಿಡಿದರು.: [795, 1937, 1125, 2023]
day-text: ಪತ್ರಕರ್ತರ ವಿರುದ್ಧದ ಅಪರಾಧಗಳಿಗೆ ನಿರ್ಭಯವನ್ನು ಕೊನೆಗೊಳಿಸುವ ಅಂತರರಾಷ್ಟ್ರೀಯ ದಿನ: [1142, 194, 1486, 234]
article-scavenger-survey: [27, 1141, 584, 1517]
logo-text: ಪ್ರಜಾಮನ: [32, 32, 117, 62]
day-text: ಆಫ್ರಿಕಾ ಕೈಗಾರಿಕೀಕರಣ ದಿನ: [1221, 819, 1352, 836]
important-days-box: [1131, 77, 1497, 1127]
day-label: ನವೆಂಬರ್ 13: [1142, 518, 1212, 535]
day-entry: [1142, 492, 1486, 515]
crop-survey-headline: ಬೆಳೆ ಸಮೀಕ್ಷೆ : ಆಕ್ಷೇಪಣೆ ಸಲ್ಲಿಸಲು ಅವಕಾಶ: [588, 608, 1108, 652]
important-days-list: [1142, 145, 1486, 1118]
mla-quote-box: [795, 1699, 1125, 1902]
crop-survey-col2: [848, 664, 1120, 909]
article-hurdles: [594, 1141, 925, 1517]
day-text: ಅಂತರಾಷ್ಟ್ರೀಯ ವಿದ್ಯಾರ್ಥಿಗಳ ದಿನ: [1153, 703, 1313, 720]
day-text: ಭೂಪೇನ್ ಹಜಾರಿಕಾ ಪುಣ್ಯತಿಥಿ: [1153, 286, 1300, 303]
masthead-date: Date: 10-11-2024 Sunday: [372, 41, 573, 61]
day-label: ನವೆಂಬರ್ 14: [1142, 541, 1212, 558]
day-label: ನವೆಂಬರ್ 21: [1142, 865, 1212, 883]
childrens-day-col1: [27, 666, 279, 892]
